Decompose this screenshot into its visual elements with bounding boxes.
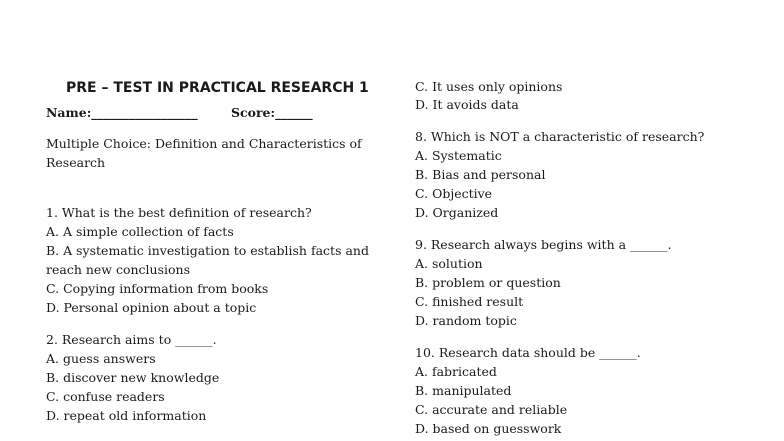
q1-question: 1. What is the best definition of research? [46,205,312,220]
q2-option-c: C. confuse readers [46,389,165,404]
q9-option-d: D. random topic [415,313,517,328]
q10-option-c: C. accurate and reliable [415,402,568,417]
q8-option-b: B. Bias and personal [415,167,546,182]
q1-option-b-line2: reach new conclusions [46,262,191,277]
q9-option-c: C. finished result [415,294,524,309]
section-heading-line2: Research [46,155,106,170]
q10-option-d: D. based on guesswork [415,421,562,436]
name-field-label: Name:_________________ [46,105,198,120]
q1-option-d: D. Personal opinion about a topic [46,300,257,315]
q9-question: 9. Research always begins with a ______. [415,237,672,252]
q8-option-d: D. Organized [415,205,499,220]
q1-option-a: A. A simple collection of facts [46,224,234,239]
q9-option-b: B. problem or question [415,275,561,290]
q8-question: 8. Which is NOT a characteristic of research? [415,129,705,144]
q8-option-c: C. Objective [415,186,493,201]
q1-option-c: C. Copying information from books [46,281,269,296]
q10-option-b: B. manipulated [415,383,512,398]
q1-option-b-line1: B. A systematic investigation to establish facts and [46,243,369,258]
score-field-label: Score:______ [231,105,313,120]
q2-option-d: D. repeat old information [46,408,207,423]
q7-option-d: D. It avoids data [415,97,519,112]
q8-option-a: A. Systematic [415,148,502,163]
q9-option-a: A. solution [415,256,483,271]
q7-option-c: C. It uses only opinions [415,79,563,94]
q10-question: 10. Research data should be ______. [415,345,641,360]
page-title: PRE – TEST IN PRACTICAL RESEARCH 1 [66,80,369,96]
q2-option-a: A. guess answers [46,351,156,366]
section-heading-line1: Multiple Choice: Definition and Characteristics of [46,136,362,151]
q2-option-b: B. discover new knowledge [46,370,220,385]
q2-question: 2. Research aims to ______. [46,332,217,347]
q10-option-a: A. fabricated [415,364,497,379]
